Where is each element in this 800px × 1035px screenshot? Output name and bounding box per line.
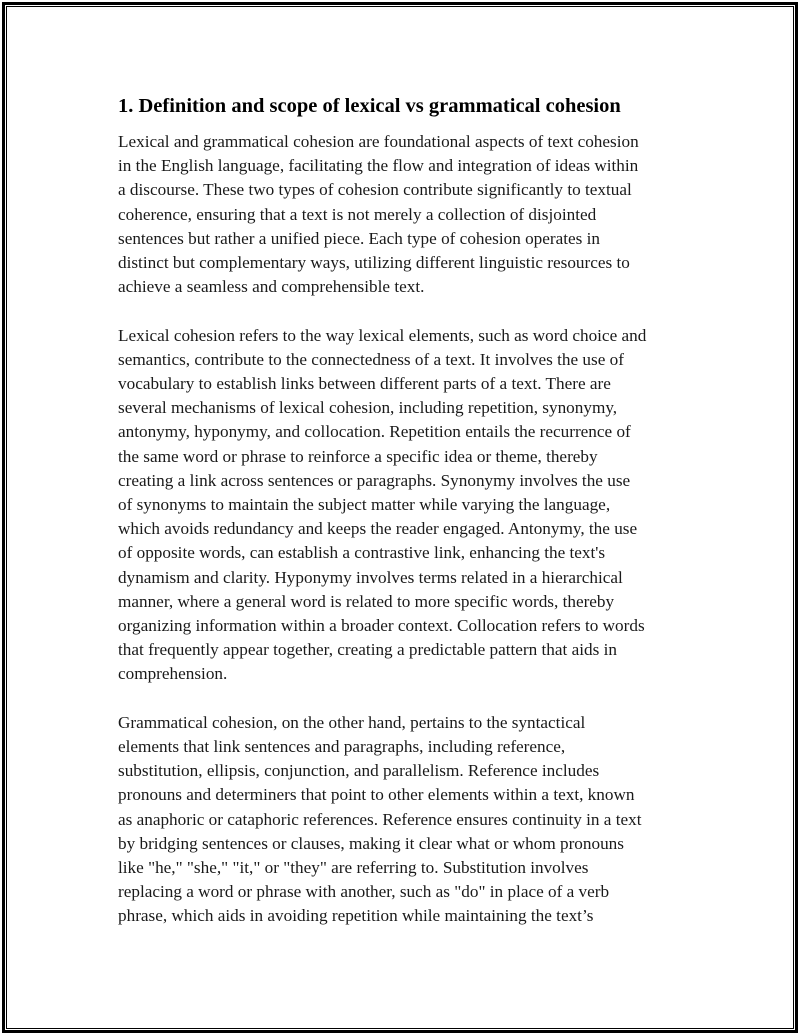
paragraph-line: creating a link across sentences or paragraphs. Synonymy involves the use — [118, 470, 631, 490]
paragraph-line: of synonyms to maintain the subject matter while varying the language, — [118, 495, 611, 515]
paragraph-line: achieve a seamless and comprehensible text. — [118, 277, 425, 297]
paragraph-line: Grammatical cohesion, on the other hand, pertains to the syntactical — [118, 712, 586, 732]
paragraph-line: replacing a word or phrase with another, such as "do" in place of a verb — [118, 882, 610, 902]
paragraph-line: elements that link sentences and paragraphs, including reference, — [118, 737, 566, 757]
paragraph-line: the same word or phrase to reinforce a specific idea or theme, thereby — [118, 446, 598, 466]
paragraph-line: distinct but complementary ways, utilizing different linguistic resources to — [118, 253, 630, 273]
paragraph-line: dynamism and clarity. Hyponymy involves terms related in a hierarchical — [118, 567, 623, 587]
paragraph-line: a discourse. These two types of cohesion contribute significantly to textual — [118, 180, 632, 200]
paragraph-line: Lexical and grammatical cohesion are foundational aspects of text cohesion — [118, 132, 639, 151]
paragraph-spacer — [118, 687, 688, 711]
paragraph-grammatical-cohesion — [118, 711, 688, 929]
paragraph-line: phrase, which aids in avoiding repetition while maintaining the text’s — [118, 906, 594, 926]
paragraph-line: manner, where a general word is related to more specific words, thereby — [118, 591, 615, 611]
paragraph-line: antonymy, hyponymy, and collocation. Repetition entails the recurrence of — [118, 422, 631, 442]
paragraph-line: as anaphoric or cataphoric references. Reference ensures continuity in a text — [118, 809, 642, 829]
paragraph-line: comprehension. — [118, 664, 228, 684]
paragraph-intro — [118, 130, 688, 299]
paragraph-line: vocabulary to establish links between different parts of a text. There are — [118, 374, 611, 394]
paragraph-line: pronouns and determiners that point to other elements within a text, known — [118, 785, 635, 805]
paragraph-line: semantics, contribute to the connectedness of a text. It involves the use of — [118, 349, 624, 369]
section-heading: 1. Definition and scope of lexical vs grammatical cohesion — [118, 95, 621, 117]
paragraph-line: like "he," "she," "it," or "they" are referring to. Substitution involves — [118, 858, 589, 878]
paragraph-line: by bridging sentences or clauses, making it clear what or whom pronouns — [118, 833, 624, 853]
paragraph-line: coherence, ensuring that a text is not merely a collection of disjointed — [118, 204, 597, 224]
paragraph-line: sentences but rather a unified piece. Each type of cohesion operates in — [118, 228, 601, 248]
document-body — [118, 92, 688, 929]
paragraph-line: which avoids redundancy and keeps the reader engaged. Antonymy, the use — [118, 519, 638, 539]
paragraph-line: Lexical cohesion refers to the way lexical elements, such as word choice and — [118, 325, 647, 345]
paragraph-line: several mechanisms of lexical cohesion, including repetition, synonymy, — [118, 398, 618, 418]
paragraph-line: substitution, ellipsis, conjunction, and parallelism. Reference includes — [118, 761, 600, 781]
paragraph-line: in the English language, facilitating the flow and integration of ideas within — [118, 156, 639, 176]
paragraph-spacer — [118, 299, 688, 323]
paragraph-line: organizing information within a broader context. Collocation refers to words — [118, 616, 645, 636]
paragraph-line: that frequently appear together, creating a predictable pattern that aids in — [118, 640, 617, 660]
paragraph-line: of opposite words, can establish a contrastive link, enhancing the text's — [118, 543, 606, 563]
paragraph-lexical-cohesion — [118, 324, 688, 687]
